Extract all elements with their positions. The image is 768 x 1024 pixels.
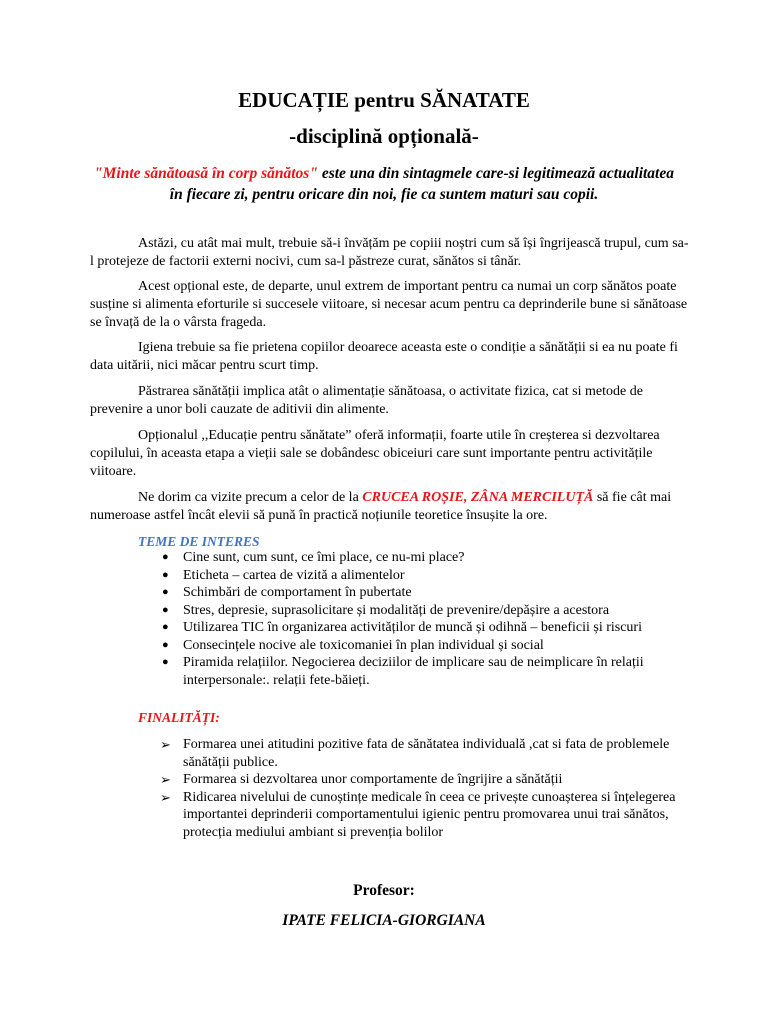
motto-text: este una din sintagmele care-si legitimează actualitatea în fiecare zi, pentru oricare din noi, fie ca suntem maturi sau copii. — [169, 165, 674, 203]
bullet-icon: ● — [162, 656, 169, 668]
paragraph-2: Acest opțional este, de departe, unul extrem de important pentru ca numai un corp sănătos poate susține si alimenta eforturile si succesele viitoare, si necesar acum pentru ca deprinderile bune si sănătoase se învață de la o vârsta frageda. — [90, 279, 688, 330]
finalitati-list — [158, 736, 678, 841]
bullet-icon: ● — [162, 551, 169, 563]
bullet-icon: ● — [162, 586, 169, 598]
paragraph-1: Astăzi, cu atât mai mult, trebuie să-i învățăm pe copiii noștri cum să își îngrijească trupul, cum sa-l protejeze de factorii externi nocivi, cum sa-l păstreze curat, sănătos si tânăr. — [90, 236, 689, 269]
bullet-icon: ● — [162, 603, 169, 616]
list-item: ➢ Formarea si dezvoltarea unor comportamente de îngrijire a sănătății — [160, 772, 563, 787]
list-item: ➢ Ridicarea nivelului de cunoștințe medicale în ceea ce privește cunoașterea si înțelegerea importantei deprinderii comportamentului igienic pentru promovarea unui trai sănătos, protecția mediului ambiant si prevenția bolilor — [160, 789, 676, 840]
paragraph-5: Opționalul ,,Educație pentru sănătate” oferă informații, foarte utile în creșterea si dezvoltarea copilului, în aceasta etapa a vieții sale se dobândesc obiceiuri care sunt importante pentru activitățile viitoare. — [90, 428, 660, 479]
teme-heading: TEME DE INTERES — [138, 534, 260, 549]
list-item: ➢ Formarea unei atitudini pozitive fata de sănătatea individuală ,cat si fata de problemele sănătății publice. — [160, 737, 670, 770]
list-item: ● Schimbări de comportament în pubertate — [162, 585, 412, 600]
bullet-icon: ● — [162, 621, 169, 633]
arrow-bullet-icon: ➢ — [160, 737, 171, 752]
list-item: ● Eticheta – cartea de vizită a alimentelor — [162, 567, 405, 583]
motto — [90, 163, 678, 205]
profesor-name: IPATE FELICIA-GIORGIANA — [282, 912, 486, 929]
paragraph-6-end: să fie cât mai numeroase astfel încât elevii să pună în practică noțiunile teoretice însușite la ore. — [90, 490, 672, 523]
document-subtitle: -disciplină opțională- — [289, 124, 479, 148]
list-item: ● Stres, depresie, suprasolicitare și modalități de prevenire/depășire a acestora — [162, 602, 610, 618]
arrow-bullet-icon: ➢ — [160, 789, 171, 805]
list-item: ● Consecințele nocive ale toxicomaniei în plan individual și social — [162, 637, 544, 653]
profesor-label: Profesor: — [353, 882, 415, 899]
teme-list — [158, 549, 658, 689]
list-item: ● Cine sunt, cum sunt, ce îmi place, ce nu-mi place? — [162, 550, 465, 565]
paragraph-6-highlight: CRUCEA ROȘIE, ZÂNA MERCILUȚĂ — [362, 490, 594, 505]
paragraph-4: Păstrarea sănătății implica atât o alimentație sănătoasa, o activitate fizica, cat si metode de prevenire a unor boli cauzate de aditivii din alimente. — [90, 384, 643, 417]
document-title: EDUCAȚIE pentru SĂNATATE — [238, 88, 530, 112]
paragraph-3: Igiena trebuie sa fie prietena copiilor deoarece aceasta este o condiție a sănătății si ea nu poate fi data uitării, nici măcar pentru scurt timp. — [90, 340, 678, 373]
list-item: ● Utilizarea TIC în organizarea activităților de muncă și odihnă – beneficii și riscuri — [162, 620, 642, 635]
arrow-bullet-icon: ➢ — [160, 772, 171, 787]
bullet-icon: ● — [162, 568, 169, 581]
paragraph-6-start: Ne dorim ca vizite precum a celor de la — [138, 490, 363, 505]
motto-quote: "Minte sănătoasă în corp sănătos" — [94, 165, 318, 182]
list-item: ● Piramida relațiilor. Negocierea deciziilor de implicare sau de neimplicare în relații interpersonale:. relații fete-băieți. — [162, 655, 644, 688]
paragraph-6 — [90, 489, 690, 525]
finalitati-heading: FINALITĂȚI: — [138, 710, 220, 725]
bullet-icon: ● — [162, 638, 169, 651]
